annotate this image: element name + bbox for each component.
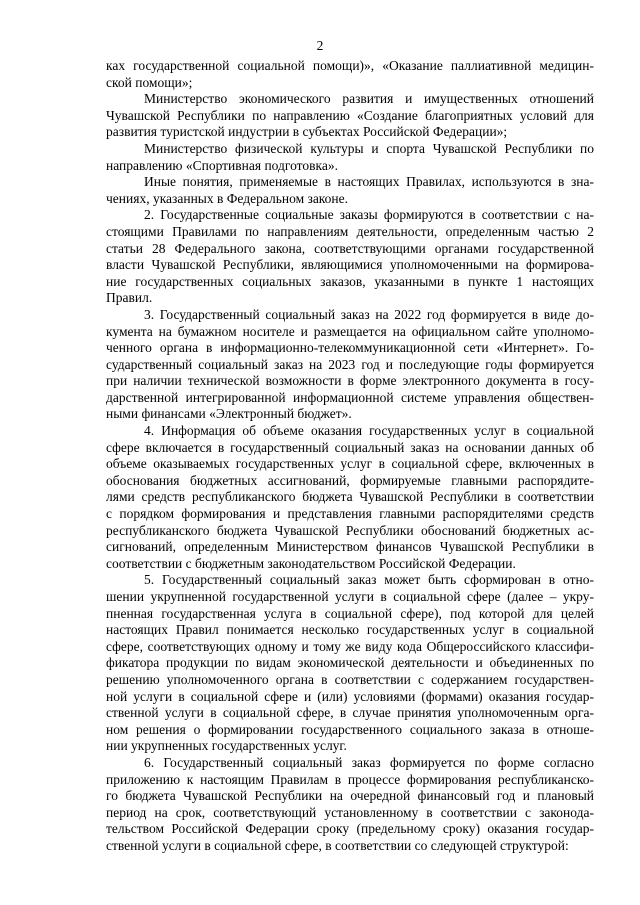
text-line: ственной услуги в социальной сфере, в случае принятия уполномоченным орга- — [106, 705, 594, 721]
text-line: приложению к настоящим Правилам в процессе формирования республиканско- — [106, 771, 594, 787]
text-line: нии укрупненных государственных услуг. — [106, 738, 347, 754]
paragraph-p3 — [106, 174, 594, 207]
text-line: республиканского бюджета Чувашской Республики обоснований бюджетных ас- — [106, 522, 594, 538]
text-line: Министерство физической культуры и спорта Чувашской Республики по — [144, 140, 594, 156]
text-line: 2. Государственные социальные заказы формируются в соответствии с на- — [144, 207, 594, 223]
text-line: Чувашской Республики по направлению «Создание благоприятных условий для — [106, 107, 594, 123]
text-line: 5. Государственный социальный заказ может быть сформирован в отно- — [144, 572, 594, 588]
page-number: 2 — [316, 38, 324, 53]
paragraph-p0 — [106, 58, 594, 91]
text-line: Правил. — [106, 290, 153, 306]
text-line: настоящих Правил понимается несколько государственных услуг в социальной — [106, 622, 594, 638]
text-line: статьи 28 Федерального закона, соответствующими органами государственной — [106, 240, 594, 256]
text-line: с порядком формирования и представления главными распорядителями средств — [106, 506, 594, 522]
paragraph-p2 — [106, 141, 594, 174]
text-line: ной услуги в социальной сфере и (или) условиями (формами) оказания государ- — [106, 688, 594, 704]
paragraph-p7 — [106, 572, 594, 755]
text-line: ние государственных социальных заказов, указанными в пункте 1 настоящих — [106, 273, 594, 289]
text-line: Министерство экономического развития и имущественных отношений — [144, 91, 594, 107]
text-line: объеме оказываемых государственных услуг в социальной сфере, включенных в — [106, 456, 594, 472]
text-line: стоящими Правилами по направлениям деятельности, определенным частью 2 — [106, 223, 594, 239]
text-line: сигнований, определенным Министерством финансов Чувашской Республики в — [106, 539, 594, 555]
text-line: направлению «Спортивная подготовка». — [106, 157, 338, 173]
document-body — [106, 58, 594, 855]
paragraph-p1 — [106, 91, 594, 141]
text-line: пненная государственная услуга в социальной сфере), под которой для целей — [106, 605, 594, 621]
text-line: 3. Государственный социальный заказ на 2022 год формируется в виде до- — [144, 306, 594, 322]
text-line: решению уполномоченного органа в соответствии с содержанием государствен- — [106, 671, 594, 687]
text-line: обоснования бюджетных ассигнований, формируемые главными распорядите- — [106, 472, 594, 488]
paragraph-p5 — [106, 307, 594, 423]
text-line: ках государственной социальной помощи)», «Оказание паллиативной медицин- — [106, 58, 594, 73]
text-line: чениях, указанных в Федеральном законе. — [106, 190, 349, 206]
text-line: ными финансами «Электронный бюджет». — [106, 406, 352, 422]
paragraph-p6 — [106, 423, 594, 572]
text-line: ской помощи»; — [106, 74, 193, 90]
text-line: шении укрупненной государственной услуги в социальной сфере (далее – укру- — [106, 589, 594, 604]
text-line: власти Чувашской Республики, являющимися уполномоченными на формирова- — [106, 257, 594, 273]
text-line: сударственный социальный заказ на 2023 год и последующие годы формируется — [106, 356, 594, 372]
text-line: при наличии технической возможности в форме электронного документа в госу- — [106, 373, 594, 389]
text-line: соответствии с бюджетным законодательством Российской Федерации. — [106, 555, 516, 571]
text-line: ченного органа в информационно-телекоммуникационной сети «Интернет». Го- — [106, 340, 594, 356]
text-line: го бюджета Чувашской Республики на очередной финансовый год и плановый — [106, 788, 594, 804]
text-line: 6. Государственный социальный заказ формируется по форме согласно — [144, 754, 594, 770]
text-line: фикатора продукции по видам экономической деятельности и объединенных по — [106, 655, 594, 671]
text-line: тельством Российской Федерации сроку (предельному сроку) оказания государ- — [106, 821, 594, 837]
text-line: сфере, соответствующих одному и тому же виду кода Общероссийского классифи- — [106, 638, 594, 654]
text-line: ном решения о формировании государственного социального заказа в отноше- — [106, 721, 594, 737]
text-line: развития туристской индустрии в субъектах Российской Федерации»; — [106, 124, 508, 140]
paragraph-p4 — [106, 207, 594, 307]
text-line: ственной услуги в социальной сфере, в соответствии со следующей структурой: — [106, 837, 569, 853]
text-line: сфере включается в государственный социальный заказ на основании данных об — [106, 439, 594, 455]
text-line: период на срок, соответствующий установленному в соответствии с законода- — [106, 804, 594, 820]
text-line: Иные понятия, применяемые в настоящих Правилах, используются в зна- — [144, 174, 594, 190]
text-line: лями средств республиканского бюджета Чувашской Республики в соответствии — [106, 489, 594, 505]
text-line: кумента на бумажном носителе и размещается на официальном сайте уполномо- — [106, 323, 594, 339]
text-line: 4. Информация об объеме оказания государственных услуг в социальной — [144, 423, 594, 439]
text-line: дарственной интегрированной информационной системе управления обществен- — [106, 389, 594, 405]
paragraph-p8 — [106, 755, 594, 855]
